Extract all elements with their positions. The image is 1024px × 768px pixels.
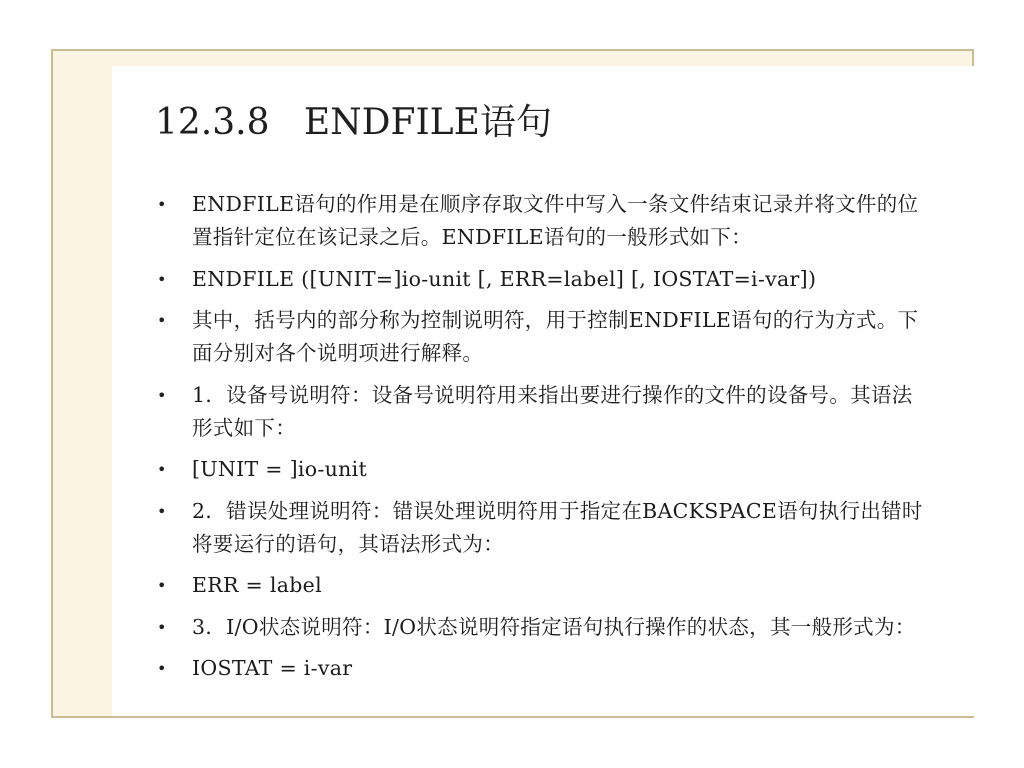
bullet-text: 3．I/O状态说明符：I/O状态说明符指定语句执行操作的状态，其一般形式为： [192,614,916,639]
bullet-item-specifiers-intro [150,304,930,370]
bullet-text: IOSTAT = i-var [192,656,353,680]
bullet-icon: • [157,195,167,214]
slide-title: 12.3.8 ENDFILE语句 [155,102,552,143]
bullet-icon: • [157,311,167,330]
bullet-text: ENDFILE语句的作用是在顺序存取文件中写入一条文件结束记录并将文件的位置指针定位在该记录之后。ENDFILE语句的一般形式如下： [192,192,919,249]
bullet-item-unit-specifier [150,379,930,445]
bullet-icon: • [157,501,167,521]
bullet-item-syntax [150,263,930,296]
bullet-item-unit-syntax [150,453,930,486]
bullet-text: ERR = label [192,573,322,597]
bullet-icon: • [157,385,167,405]
bullet-text: [UNIT = ]io-unit [192,457,368,481]
bullet-item-purpose [150,188,930,254]
bullet-item-iostat-specifier [150,611,930,644]
bullet-text: 其中，括号内的部分称为控制说明符，用于控制ENDFILE语句的行为方式。下面分别对各个说明项进行解释。 [192,308,919,365]
bullet-item-iostat-syntax [150,652,930,685]
bullet-item-err-syntax [150,569,930,602]
bullet-icon: • [157,460,167,479]
bullet-item-err-specifier [150,495,930,561]
bullet-icon: • [157,576,167,595]
bullet-icon: • [157,617,167,637]
bullet-list [150,188,930,694]
bullet-icon: • [157,659,167,678]
bullet-text: 2．错误处理说明符：错误处理说明符用于指定在BACKSPACE语句执行出错时将要运行的语句，其语法形式为： [192,498,923,556]
bullet-icon: • [157,269,167,289]
bullet-text: 1．设备号说明符：设备号说明符用来指出要进行操作的文件的设备号。其语法形式如下： [192,382,913,440]
bullet-text: ENDFILE ([UNIT=]io-unit [, ERR=label] [, IOSTAT=i-var]) [192,266,817,291]
